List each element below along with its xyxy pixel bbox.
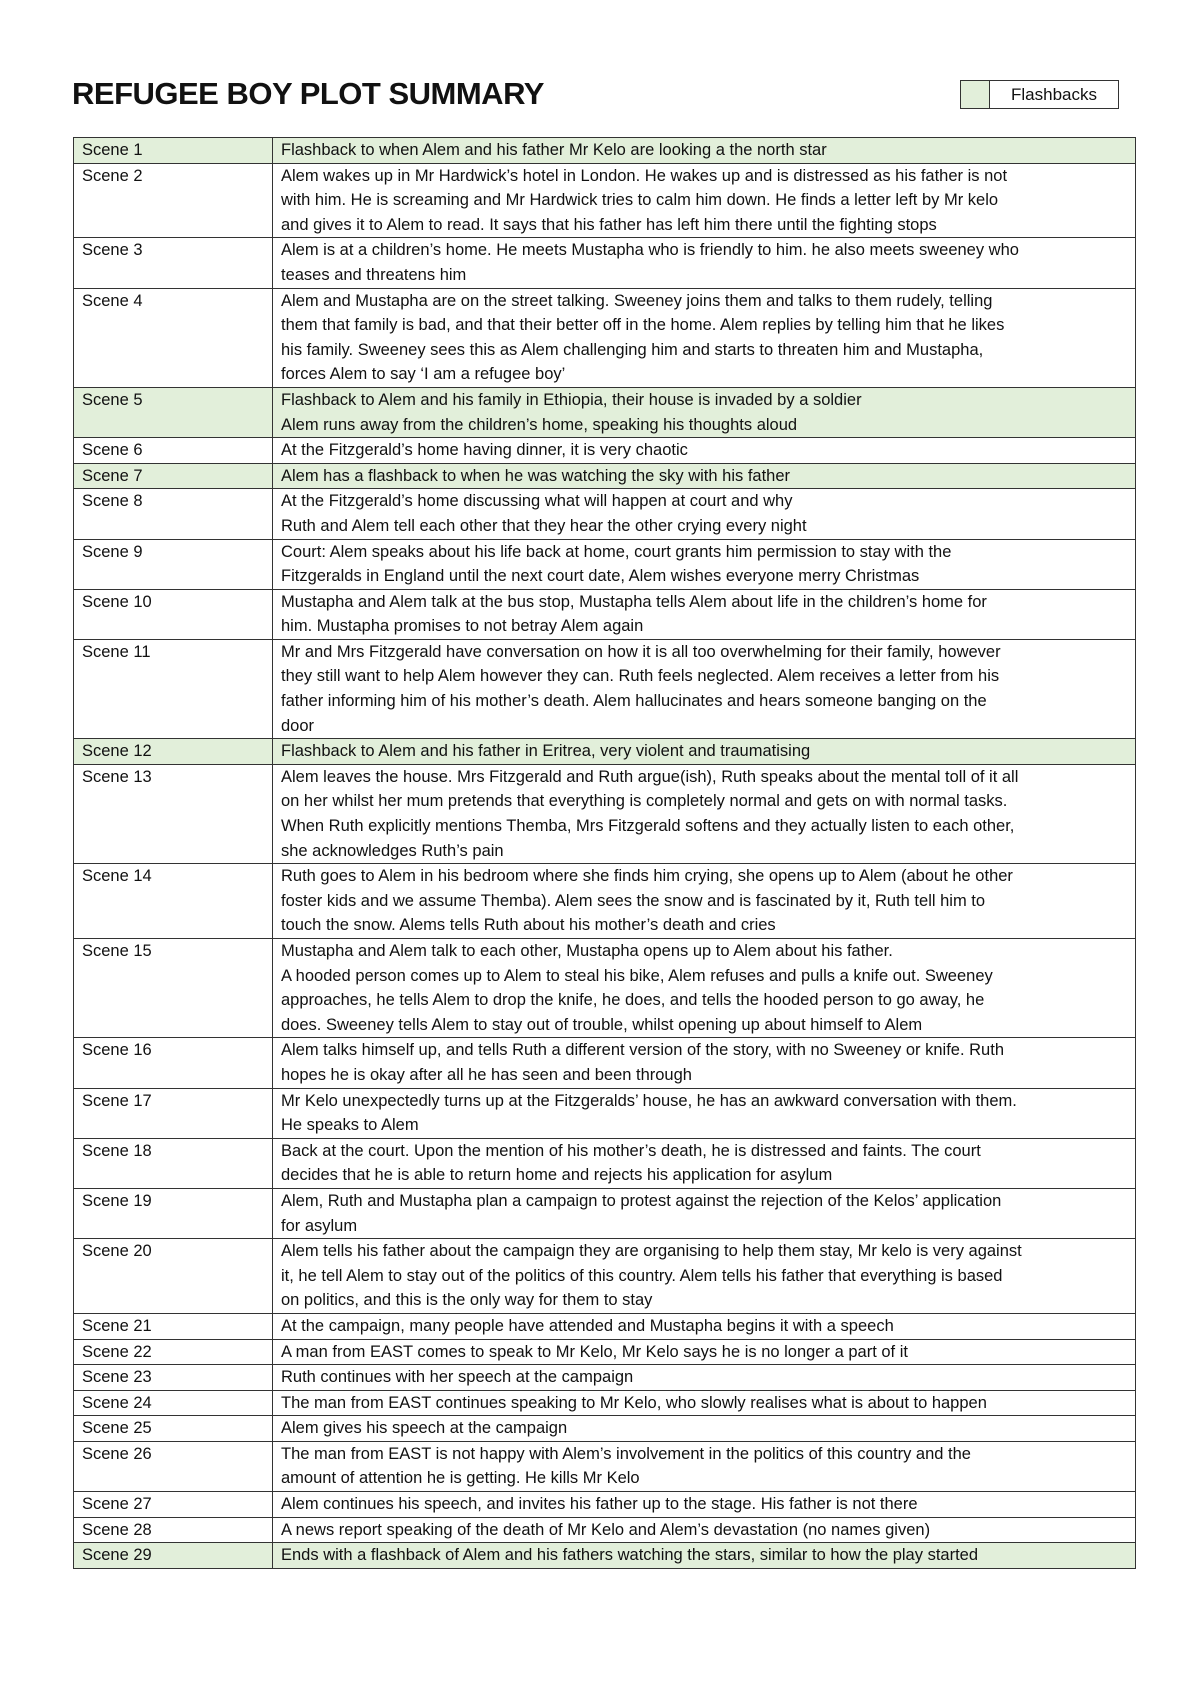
scene-row xyxy=(74,539,1136,589)
description-line: them that family is bad, and that their better off in the home. Alem replies by telling him that he likes xyxy=(281,316,1005,335)
scene-description xyxy=(273,589,1136,639)
scene-row xyxy=(74,1339,1136,1365)
description-line: Alem continues his speech, and invites his father up to the stage. His father is not there xyxy=(281,1495,918,1514)
flashback-legend xyxy=(960,80,1119,109)
legend-swatch xyxy=(961,81,990,108)
scene-description xyxy=(273,238,1136,288)
flashback-scene-row xyxy=(74,1543,1136,1569)
description-line: Mr and Mrs Fitzgerald have conversation on how it is all too overwhelming for their family, however xyxy=(281,642,1001,661)
description-line: for asylum xyxy=(281,1216,358,1235)
flashback-scene-row xyxy=(74,463,1136,489)
flashback-scene-row xyxy=(74,387,1136,437)
scene-description xyxy=(273,939,1136,1038)
scene-description xyxy=(273,1492,1136,1518)
scene-row xyxy=(74,288,1136,387)
scene-label: Scene 25 xyxy=(74,1416,273,1442)
description-line: father informing him of his mother’s death. Alem hallucinates and hears someone banging on the xyxy=(281,692,987,711)
scene-label: Scene 22 xyxy=(74,1339,273,1365)
description-line: Mustapha and Alem talk to each other, Mustapha opens up to Alem about his father. xyxy=(281,942,893,960)
scene-label: Scene 8 xyxy=(74,489,273,539)
scene-label: Scene 24 xyxy=(74,1390,273,1416)
scene-label: Scene 16 xyxy=(74,1038,273,1088)
scene-description xyxy=(273,438,1136,464)
flashback-scene-row xyxy=(74,138,1136,164)
description-line: When Ruth explicitly mentions Themba, Mrs Fitzgerald softens and they actually listen to each other, xyxy=(281,817,1015,836)
scene-row xyxy=(74,438,1136,464)
description-line: on politics, and this is the only way for them to stay xyxy=(281,1291,653,1310)
description-line: touch the snow. Alems tells Ruth about his mother’s death and cries xyxy=(281,916,776,935)
scene-label: Scene 12 xyxy=(74,739,273,765)
scene-row xyxy=(74,939,1136,1038)
plot-summary-table xyxy=(73,137,1136,1569)
scene-description xyxy=(273,1138,1136,1188)
scene-row xyxy=(74,238,1136,288)
description-line: Ruth continues with her speech at the campaign xyxy=(281,1368,634,1387)
scene-row xyxy=(74,1138,1136,1188)
description-line: she acknowledges Ruth’s pain xyxy=(281,841,504,860)
description-line: Fitzgeralds in England until the next court date, Alem wishes everyone merry Christmas xyxy=(281,567,920,586)
scene-row xyxy=(74,1365,1136,1391)
scene-row xyxy=(74,1492,1136,1518)
scene-description xyxy=(273,138,1136,164)
description-line: At the campaign, many people have attended and Mustapha begins it with a speech xyxy=(281,1316,894,1335)
scene-description xyxy=(273,1365,1136,1391)
scene-description xyxy=(273,739,1136,765)
scene-description xyxy=(273,489,1136,539)
plot-summary-body xyxy=(74,138,1136,1569)
scene-description xyxy=(273,1088,1136,1138)
scene-row xyxy=(74,489,1136,539)
description-line: him. Mustapha promises to not betray Alem again xyxy=(281,617,644,636)
scene-description xyxy=(273,1188,1136,1238)
description-line: Flashback to Alem and his father in Eritrea, very violent and traumatising xyxy=(281,742,811,761)
description-line: on her whilst her mum pretends that everything is completely normal and gets on with normal tasks. xyxy=(281,792,1008,811)
scene-row xyxy=(74,1441,1136,1491)
description-line: with him. He is screaming and Mr Hardwick tries to calm him down. He finds a letter left by Mr kelo xyxy=(281,191,999,210)
scene-row xyxy=(74,639,1136,738)
description-line: The man from EAST is not happy with Alem’s involvement in the politics of this country and the xyxy=(281,1444,971,1463)
scene-label: Scene 13 xyxy=(74,764,273,863)
scene-label: Scene 28 xyxy=(74,1517,273,1543)
description-line: it, he tell Alem to stay out of the politics of this country. Alem tells his father that everything is based xyxy=(281,1266,1003,1285)
scene-description xyxy=(273,1517,1136,1543)
scene-label: Scene 26 xyxy=(74,1441,273,1491)
description-line: Alem leaves the house. Mrs Fitzgerald and Ruth argue(ish), Ruth speaks about the mental toll of it all xyxy=(281,767,1019,786)
description-line: Court: Alem speaks about his life back at home, court grants him permission to stay with the xyxy=(281,542,952,561)
scene-label: Scene 9 xyxy=(74,539,273,589)
scene-description xyxy=(273,463,1136,489)
scene-description xyxy=(273,864,1136,939)
description-line: Alem runs away from the children’s home, speaking his thoughts aloud xyxy=(281,415,798,434)
scene-label: Scene 15 xyxy=(74,939,273,1038)
description-line: Back at the court. Upon the mention of his mother’s death, he is distressed and faints. The court xyxy=(281,1141,981,1160)
description-line: door xyxy=(281,716,315,735)
description-line: amount of attention he is getting. He kills Mr Kelo xyxy=(281,1469,640,1488)
scene-description xyxy=(273,1239,1136,1314)
scene-row xyxy=(74,1313,1136,1339)
description-line: teases and threatens him xyxy=(281,265,467,284)
description-line: At the Fitzgerald’s home discussing what will happen at court and why xyxy=(281,492,793,511)
description-line: Mr Kelo unexpectedly turns up at the Fitzgeralds’ house, he has an awkward conversation with them. xyxy=(281,1091,1017,1110)
description-line: foster kids and we assume Themba). Alem sees the snow and is fascinated by it, Ruth tell him to xyxy=(281,891,986,910)
description-line: Ruth and Alem tell each other that they hear the other crying every night xyxy=(281,516,807,535)
scene-description xyxy=(273,639,1136,738)
description-line: Flashback to when Alem and his father Mr Kelo are looking a the north star xyxy=(281,141,827,159)
scene-label: Scene 23 xyxy=(74,1365,273,1391)
description-line: decides that he is able to return home and rejects his application for asylum xyxy=(281,1166,833,1185)
scene-description xyxy=(273,1339,1136,1365)
scene-description xyxy=(273,163,1136,238)
description-line: Alem tells his father about the campaign they are organising to help them stay, Mr kelo is very against xyxy=(281,1242,1022,1261)
scene-label: Scene 27 xyxy=(74,1492,273,1518)
scene-label: Scene 17 xyxy=(74,1088,273,1138)
scene-description xyxy=(273,764,1136,863)
scene-description xyxy=(273,1543,1136,1569)
scene-row xyxy=(74,1416,1136,1442)
scene-row xyxy=(74,1517,1136,1543)
scene-label: Scene 29 xyxy=(74,1543,273,1569)
scene-row xyxy=(74,163,1136,238)
description-line: and gives it to Alem to read. It says that his father has left him there until the fighting stops xyxy=(281,215,937,234)
page-title: REFUGEE BOY PLOT SUMMARY xyxy=(72,76,544,111)
scene-label: Scene 18 xyxy=(74,1138,273,1188)
legend-label: Flashbacks xyxy=(1011,84,1097,104)
scene-label: Scene 10 xyxy=(74,589,273,639)
description-line: Alem talks himself up, and tells Ruth a different version of the story, with no Sweeney or knife. Ruth xyxy=(281,1041,1004,1060)
description-line: does. Sweeney tells Alem to stay out of trouble, whilst opening up about himself to Alem xyxy=(281,1015,923,1034)
description-line: they still want to help Alem however they can. Ruth feels neglected. Alem receives a letter from his xyxy=(281,667,1000,686)
description-line: approaches, he tells Alem to drop the knife, he does, and tells the hooded person to go away, he xyxy=(281,991,985,1010)
scene-description xyxy=(273,1390,1136,1416)
scene-description xyxy=(273,539,1136,589)
description-line: his family. Sweeney sees this as Alem challenging him and starts to threaten him and Mustapha, xyxy=(281,340,984,359)
scene-label: Scene 20 xyxy=(74,1239,273,1314)
description-line: Alem, Ruth and Mustapha plan a campaign to protest against the rejection of the Kelos’ application xyxy=(281,1191,1002,1210)
description-line: At the Fitzgerald’s home having dinner, it is very chaotic xyxy=(281,441,688,460)
scene-row xyxy=(74,1390,1136,1416)
scene-description xyxy=(273,1441,1136,1491)
scene-description xyxy=(273,1416,1136,1442)
description-line: A news report speaking of the death of Mr Kelo and Alem’s devastation (no names given) xyxy=(281,1520,931,1539)
description-line: forces Alem to say ‘I am a refugee boy’ xyxy=(281,365,566,384)
scene-label: Scene 3 xyxy=(74,238,273,288)
scene-description xyxy=(273,288,1136,387)
description-line: Alem gives his speech at the campaign xyxy=(281,1419,568,1438)
scene-row xyxy=(74,589,1136,639)
scene-description xyxy=(273,1038,1136,1088)
scene-label: Scene 14 xyxy=(74,864,273,939)
scene-label: Scene 6 xyxy=(74,438,273,464)
scene-label: Scene 2 xyxy=(74,163,273,238)
scene-row xyxy=(74,1239,1136,1314)
scene-row xyxy=(74,864,1136,939)
scene-description xyxy=(273,1313,1136,1339)
flashback-scene-row xyxy=(74,739,1136,765)
scene-row xyxy=(74,1088,1136,1138)
description-line: Ruth goes to Alem in his bedroom where she finds him crying, she opens up to Alem (about he other xyxy=(281,867,1013,886)
scene-label: Scene 5 xyxy=(74,387,273,437)
description-line: Flashback to Alem and his family in Ethiopia, their house is invaded by a soldier xyxy=(281,390,862,409)
scene-label: Scene 4 xyxy=(74,288,273,387)
description-line: A man from EAST comes to speak to Mr Kelo, Mr Kelo says he is no longer a part of it xyxy=(281,1342,908,1361)
description-line: hopes he is okay after all he has seen and been through xyxy=(281,1065,692,1084)
description-line: Alem and Mustapha are on the street talking. Sweeney joins them and talks to them rudely, telling xyxy=(281,291,993,310)
description-line: Mustapha and Alem talk at the bus stop, Mustapha tells Alem about life in the children’s home for xyxy=(281,592,987,611)
scene-label: Scene 11 xyxy=(74,639,273,738)
scene-label: Scene 19 xyxy=(74,1188,273,1238)
scene-label: Scene 1 xyxy=(74,138,273,164)
description-line: The man from EAST continues speaking to Mr Kelo, who slowly realises what is about to happen xyxy=(281,1393,987,1412)
description-line: Ends with a flashback of Alem and his fathers watching the stars, similar to how the play started xyxy=(281,1546,979,1565)
scene-description xyxy=(273,387,1136,437)
description-line: Alem has a flashback to when he was watching the sky with his father xyxy=(281,466,791,485)
scene-label: Scene 7 xyxy=(74,463,273,489)
scene-label: Scene 21 xyxy=(74,1313,273,1339)
description-line: Alem wakes up in Mr Hardwick’s hotel in London. He wakes up and is distressed as his father is not xyxy=(281,166,1008,185)
scene-row xyxy=(74,764,1136,863)
description-line: A hooded person comes up to Alem to steal his bike, Alem refuses and pulls a knife out. Sweeney xyxy=(281,966,993,985)
scene-row xyxy=(74,1038,1136,1088)
scene-row xyxy=(74,1188,1136,1238)
description-line: He speaks to Alem xyxy=(281,1116,419,1135)
description-line: Alem is at a children’s home. He meets Mustapha who is friendly to him. he also meets sweeney who xyxy=(281,241,1019,260)
